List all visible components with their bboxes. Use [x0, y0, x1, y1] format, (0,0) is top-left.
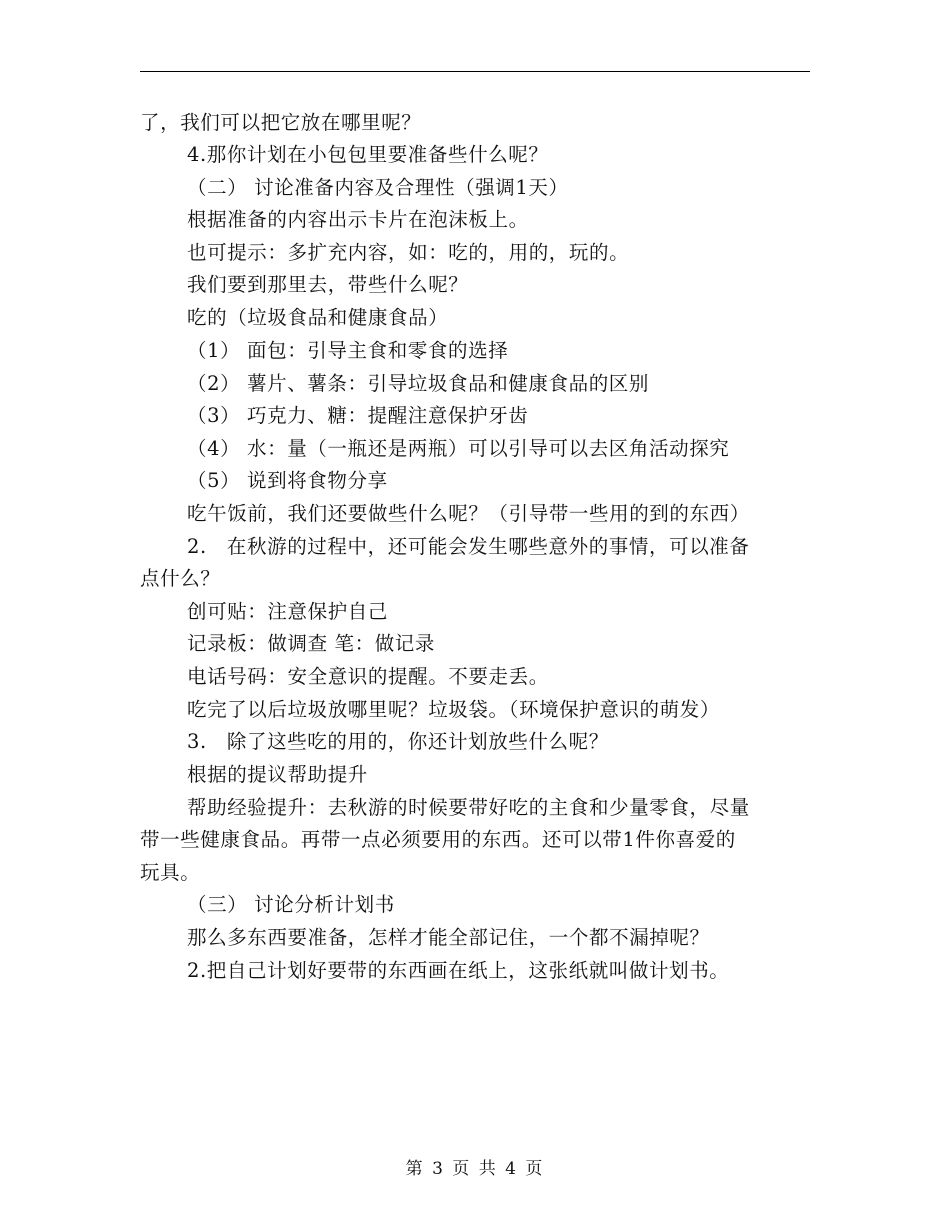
- list-item: （3） 巧克力、糖：提醒注意保护牙齿: [187, 404, 529, 427]
- section-heading: （三） 讨论分析计划书: [187, 893, 395, 916]
- text-line: 3. 除了这些吃的用的，你还计划放些什么呢？: [187, 730, 609, 753]
- list-item: （2） 薯片、薯条：引导垃圾食品和健康食品的区别: [187, 372, 650, 395]
- text-line: 吃的（垃圾食品和健康食品）: [187, 306, 449, 329]
- text-line: 了，我们可以把它放在哪里呢？: [140, 111, 422, 134]
- list-item: （4） 水：量（一瓶还是两瓶）可以引导可以去区角活动探究: [187, 437, 730, 460]
- text-line: 点什么？: [140, 567, 221, 590]
- text-line: 记录板：做调查 笔：做记录: [187, 632, 435, 655]
- text-line: 帮助经验提升：去秋游的时候要带好吃的主食和少量零食，尽量: [187, 796, 750, 819]
- text-line: 吃午饭前，我们还要做些什么呢？（引导带一些用的到的东西）: [187, 502, 750, 525]
- text-line: 4.那你计划在小包包里要准备些什么呢？: [187, 143, 549, 166]
- header-rule: [140, 71, 810, 72]
- text-line: 2. 在秋游的过程中，还可能会发生哪些意外的事情，可以准备: [187, 535, 750, 558]
- text-line: 那么多东西要准备，怎样才能全部记住，一个都不漏掉呢？: [187, 926, 710, 949]
- section-heading: （二） 讨论准备内容及合理性（强调1天）: [187, 176, 569, 199]
- text-line: 也可提示：多扩充内容，如：吃的，用的，玩的。: [187, 241, 630, 264]
- list-item: （1） 面包：引导主食和零食的选择: [187, 339, 509, 362]
- list-item: （5） 说到将食物分享: [187, 469, 388, 492]
- text-line: 创可贴：注意保护自己: [187, 600, 389, 623]
- text-line: 玩具。: [140, 861, 201, 884]
- text-line: 根据的提议帮助提升: [187, 763, 368, 786]
- text-line: 吃完了以后垃圾放哪里呢？垃圾袋。（环境保护意识的萌发）: [187, 698, 720, 721]
- text-line: 我们要到那里去，带些什么呢？: [187, 273, 469, 296]
- page-number: 第 3 页 共 4 页: [405, 1159, 545, 1179]
- text-line: 电话号码：安全意识的提醒。不要走丢。: [187, 665, 549, 688]
- text-line: 2.把自己计划好要带的东西画在纸上，这张纸就叫做计划书。: [187, 959, 730, 982]
- text-line: 带一些健康食品。再带一点必须要用的东西。还可以带1件你喜爱的: [140, 828, 736, 851]
- text-line: 根据准备的内容出示卡片在泡沫板上。: [187, 208, 529, 231]
